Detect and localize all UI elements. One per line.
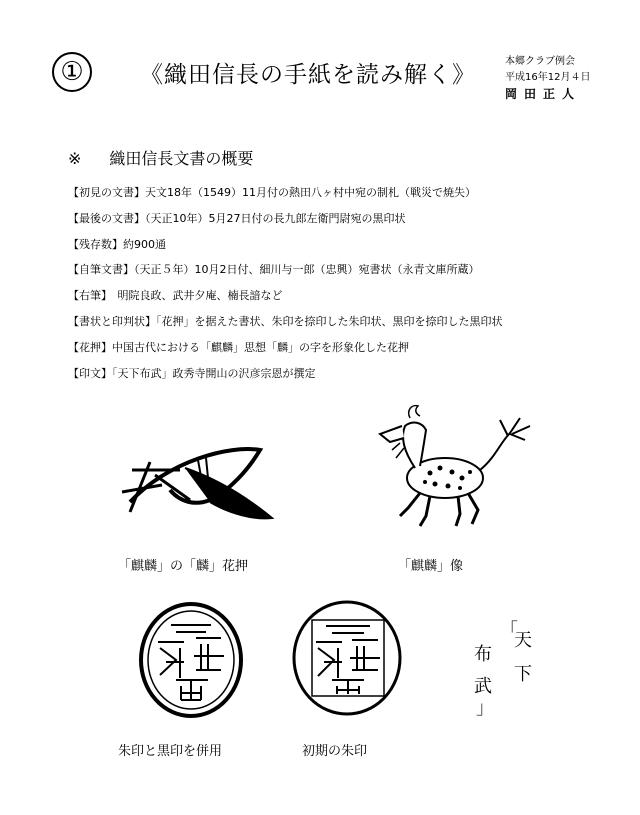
page-title: 《織田信長の手紙を読み解く》 xyxy=(140,62,476,88)
list-item: 【残存数】約900通 xyxy=(68,237,166,251)
section-heading xyxy=(68,146,253,169)
club-name: 本郷クラブ例会 xyxy=(505,56,575,67)
list-item: 【最後の文書】（天正10年）5月27日付の長九郎左衛門尉宛の黒印状 xyxy=(68,211,406,225)
kao-signature-image xyxy=(110,430,285,525)
round-seal-image xyxy=(290,598,405,718)
close-bracket: 」 xyxy=(476,698,494,719)
date: 平成16年12月４日 xyxy=(505,72,591,83)
section-title: 織田信長文書の概要 xyxy=(109,149,254,168)
oval-seal-image xyxy=(136,600,246,720)
char-fu: 布 xyxy=(474,644,492,665)
char-ka: 下 xyxy=(514,664,532,685)
section-number: ① xyxy=(52,52,92,92)
list-item: 【初見の文書】天文18年（1549）11月付の熱田八ヶ村中宛の制札（戦災で焼失） xyxy=(68,186,476,199)
meta-block xyxy=(505,54,590,102)
char-ten: 天 xyxy=(514,630,532,651)
reference-mark: ※ xyxy=(68,149,82,168)
char-bu: 武 xyxy=(474,676,492,697)
list-item: 【書状と印判状】「花押」を据えた書状、朱印を捺印した朱印状、黒印を捺印した黒印状 xyxy=(68,314,503,328)
list-item: 【右筆】 明院良政、武井夕庵、楠長諳など xyxy=(68,289,283,303)
kirin-image xyxy=(360,398,535,533)
list-item: 【自筆文書】（天正５年）10月2日付、細川与一郎（忠興）宛書状（永青文庫所蔵） xyxy=(68,263,480,277)
seal2-caption: 初期の朱印 xyxy=(302,744,368,759)
seal1-caption: 朱印と黒印を併用 xyxy=(118,744,223,759)
kirin-caption: 「麒麟」像 xyxy=(398,559,464,574)
author: 岡田正人 xyxy=(505,87,582,101)
open-bracket: 「 xyxy=(500,620,518,641)
kao-caption: 「麒麟」の「麟」花押 xyxy=(118,559,249,574)
list-item: 【花押】中国古代における「麒麟」思想「麟」の字を形象化した花押 xyxy=(68,340,409,354)
overview-list xyxy=(68,186,628,392)
tenka-fubu-text xyxy=(470,620,540,719)
list-item: 【印文】「天下布武」政秀寺開山の沢彦宗恩が撰定 xyxy=(68,366,316,380)
